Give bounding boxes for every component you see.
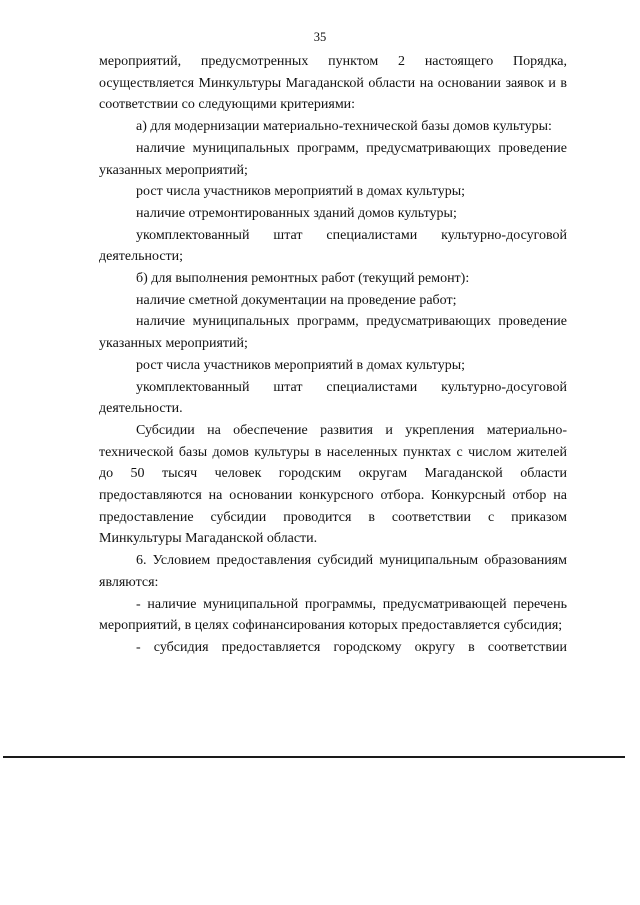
- document-body: [99, 51, 567, 659]
- paragraph-item-6: 6. Условием предоставления субсидий муниципальным образованиям являются:: [99, 553, 567, 590]
- paragraph-a-participants: рост числа участников мероприятий в домах культуры;: [136, 184, 465, 200]
- paragraph-a-programs: наличие муниципальных программ, предусматривающих проведение указанных мероприятий;: [99, 140, 567, 178]
- paragraph-b-programs: наличие муниципальных программ, предусматривающих проведение указанных мероприятий;: [99, 314, 567, 352]
- page-bottom-rule: [3, 756, 625, 758]
- paragraph-a-buildings: наличие отремонтированных зданий домов культуры;: [136, 205, 457, 221]
- paragraph-b-staff: укомплектованный штат специалистами культурно-досуговой деятельности.: [99, 379, 567, 417]
- paragraph-condition-agreement: - субсидия предоставляется городскому округу в соответствии: [136, 639, 567, 655]
- paragraph-condition-program: - наличие муниципальной программы, предусматривающей перечень мероприятий, в целях софинансирования которых предоставляется субсидия;: [99, 596, 567, 634]
- paragraph-b-estimate: наличие сметной документации на проведение работ;: [136, 292, 457, 308]
- paragraph-criteria-a: а) для модернизации материально-технической базы домов культуры:: [136, 119, 552, 135]
- paragraph-a-staff: укомплектованный штат специалистами культурно-досуговой деятельности;: [99, 227, 567, 265]
- paragraph-b-participants: рост числа участников мероприятий в домах культуры;: [136, 357, 465, 373]
- paragraph-criteria-intro: мероприятий, предусмотренных пунктом 2 настоящего Порядка, осуществляется Минкультуры Магаданской области на основании заявок и в соответствии со следующими критериями:: [99, 54, 567, 113]
- paragraph-subsidies-selection: Субсидии на обеспечение развития и укрепления материально-технической базы домов культуры в населенных пунктах с числом жителей до 50 тысяч человек городским округам Магаданской области предоставляются на основании конкурсного отбора. Конкурсный отбор на предоставление субсидии проводится в соответствии с приказом Минкультуры Магаданской области.: [99, 422, 567, 547]
- paragraph-criteria-b: б) для выполнения ремонтных работ (текущий ремонт):: [136, 271, 470, 287]
- page-number: 35: [313, 30, 327, 44]
